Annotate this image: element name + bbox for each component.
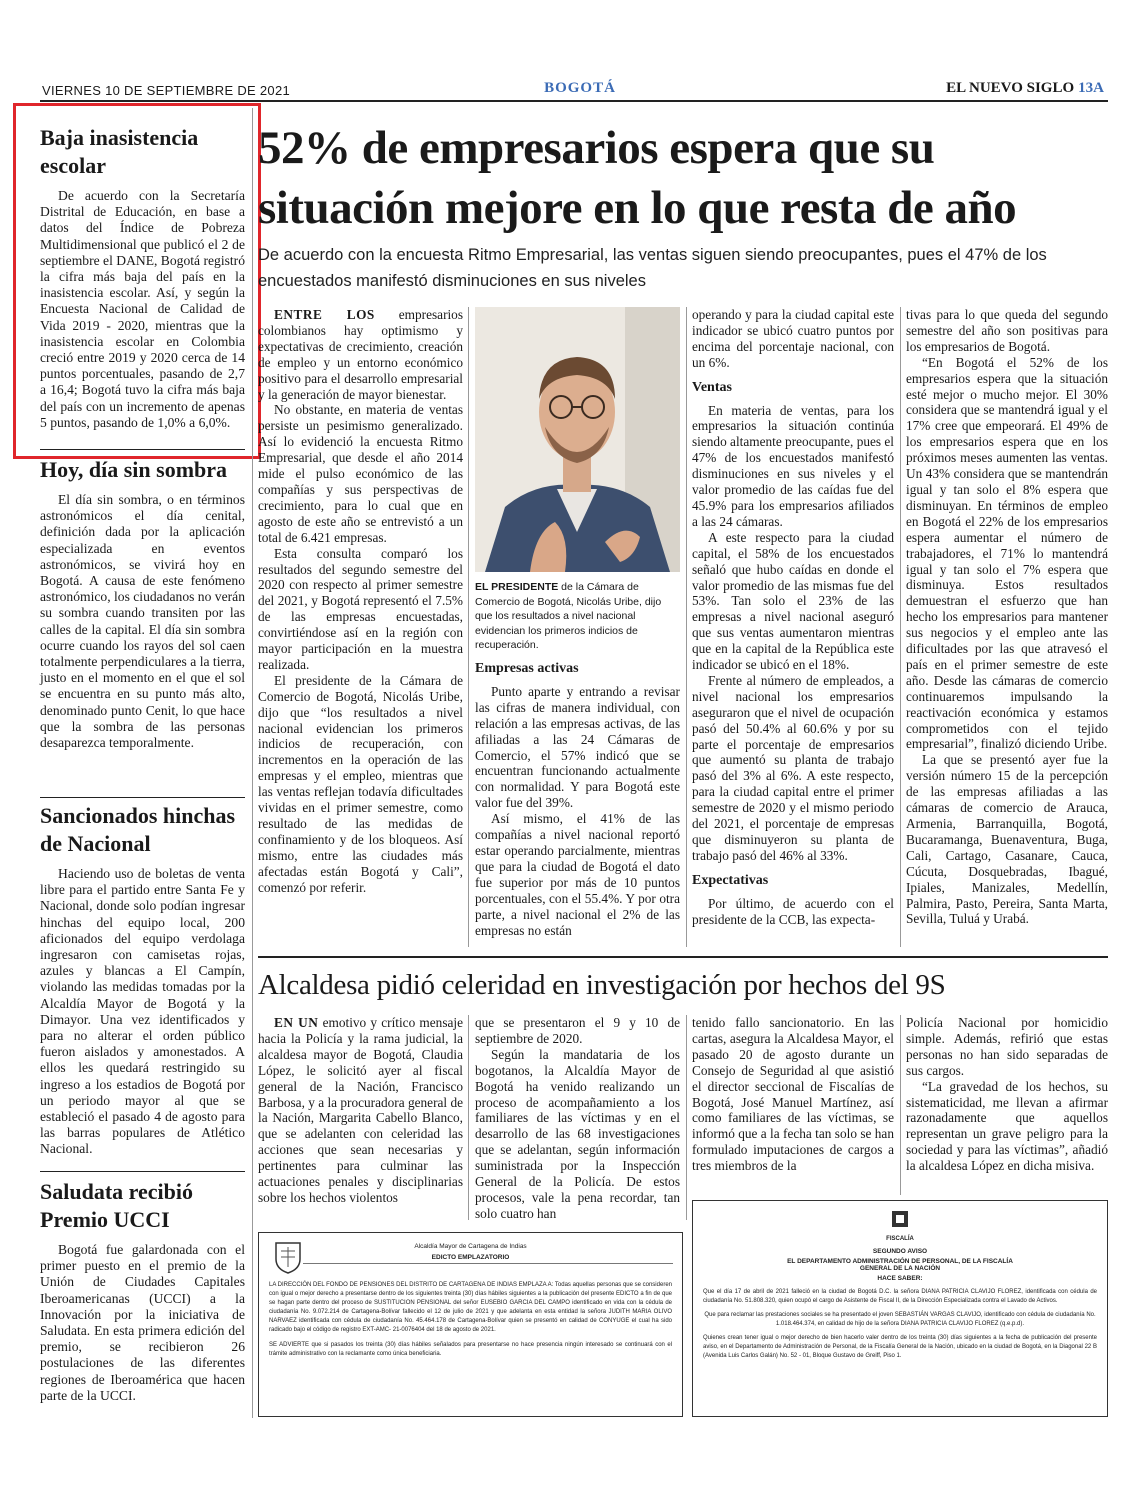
notice-kind: SEGUNDO AVISO (872, 1248, 928, 1255)
notice-title: EL DEPARTAMENTO ADMINISTRACIÓN DE PERSONAL, DE LA FISCALÍA GENERAL DE LA NACIÓN (787, 1258, 1013, 1272)
brief-divider (40, 797, 245, 798)
column-divider (468, 307, 469, 947)
brief-divider (40, 449, 245, 450)
caption-text: de la Cámara de Comercio de Bogotá, Nicolás Uribe, dijo que los resultados a nivel nacional evidencian los primeros indicios de recuperación. (475, 581, 662, 651)
portrait-photo (475, 307, 680, 572)
paragraph: emotivo y crítico mensaje hacia la Policía y la rama judicial, la alcaldesa mayor de Bogotá, Claudia López, le solicitó ayer al fiscal general de la Nación, Francisco Barbosa, y a la procuradora general de la Nación, Margarita Cabello Blanco, que se adelanten con celeridad las acciones que sean necesarias y pertinentes para culminar las actuaciones penales y disciplinarias sobre los hechos violentos (258, 1015, 463, 1205)
header-rule (40, 100, 1108, 102)
notice-title: EDICTO EMPLAZATORIO (431, 1254, 510, 1261)
paragraph: La que se presentó ayer fue la versión número 15 de la percepción de las empresas afiliadas a las cámaras de comercio de Arauca, Armenia, Barranquilla, Bogotá, Bucaramanga, Buenaventura, Buga, Cali, Cartago, Casanare, Cauca, Cúcuta, Dosquebradas, Ibagué, Ipiales, Manizales, Medellín, Palmira, Pasto, Pereira, Santa Marta, Sevilla, Tuluá y Urabá. (906, 752, 1108, 927)
notice-paragraph: Quienes crean tener igual o mejor derecho de bien hacerlo valer dentro de los treinta (30) días siguientes a la fecha de publicación del presente aviso, en el Departamento de Administración de Personal, de la Fiscalía General de la Nación, ubicado en la ciudad de Bogotá, en la Diagonal 22 B (Avenida Luis Carlos Galán) No. 52 - 01, Bloque Gustavo de Greiff, Piso 1. (703, 1335, 1097, 1359)
article-column-4 (906, 307, 1108, 927)
newspaper-name: EL NUEVO SIGLO (946, 80, 1075, 96)
paragraph: Frente al número de empleados, a nivel nacional los empresarios aseguraron que el nivel de ocupación pasó del 50.4% al 60.6% y por su parte el porcentaje de empresarios que aumentó su planta de trabajo pasó del 3% al 6%. A este respecto, para la ciudad capital entre el primer semestre de 2020 y el mismo periodo del 2021, el porcentaje de empresas que disminuyeron su planta de trabajo pasó del 46% al 33%. (692, 672, 894, 863)
article-divider (258, 956, 1108, 958)
subhead: Expectativas (692, 872, 769, 888)
page-number: 13A (1078, 80, 1104, 96)
paragraph: Por último, de acuerdo con el presidente de la CCB, las expecta- (692, 895, 894, 927)
column-divider (900, 307, 901, 947)
photo-caption (475, 580, 680, 653)
paragraph: operando y para la ciudad capital este indicador se ubicó cuatro puntos por encima del porcentaje nacional, con un 6%. (692, 307, 894, 370)
second-headline: Alcaldesa pidió celeridad en investigación por hechos del 9S (258, 969, 946, 1001)
brief-title: Sancionados hinchas de Nacional (40, 803, 236, 856)
coat-of-arms-icon (273, 1239, 303, 1275)
brief-fans (40, 802, 245, 1158)
brief-school (40, 124, 245, 431)
paragraph: Policía Nacional por homicidio simple. Además, refirió que estas personas no han sido separadas de sus cargos. (906, 1015, 1108, 1078)
notice-body: LA DIRECCIÓN DEL FONDO DE PENSIONES DEL DISTRITO DE CARTAGENA DE INDIAS EMPLAZA A: Todas aquellas personas que se consideren con igual o mejor derecho a presentarse dentro de los siguientes treinta (30) días hábiles siguientes a la publicación del presente EDICTO a fin de que se hagan parte dentro del proceso de SUSTITUCION PENSIONAL del señor EUSEBIO GARCIA DEL CAMPO identificado en vida con la cédula de ciudadanía No. 9.072.214 de Cartagena-Bolívar fallecido el 12 de julio de 2021 y que adelanta en esta entidad la señora JUDITH MARIA OLIVO NARVAEZ identificada con cédula de ciudadanía No. 45.464.178 de Cartagena-Bolívar quien se presentó en calidad de CONYUGE el cual ha sido radicado bajo el código de registro EXT-AMC- 21-0076404 del 18 de agosto de 2021. (269, 1282, 672, 1333)
paragraph: tivas para lo que queda del segundo semestre del año son positivas para los empresarios de Bogotá. (906, 307, 1108, 354)
article-column-3 (692, 307, 894, 928)
lead-caps: ENTRE LOS (274, 307, 375, 322)
column-divider (900, 1015, 901, 1195)
brief-title: Hoy, día sin sombra (40, 457, 228, 482)
paragraph: El presidente de la Cámara de Comercio de Bogotá, Nicolás Uribe, dijo que “los resultados a nivel nacional evidencian los primeros indicios de recuperación, con incrementos en la operación de las empresas y el empleo, mientras que las ventas reflejan todavía dificultades vividas en el primer semestre, como resultado de las medidas de confinamiento y de los bloqueos. Así mismo, entre las ciudades más afectadas están Bogotá y Cali”, comenzó por referir. (258, 672, 463, 895)
brief-body: De acuerdo con la Secretaría Distrital de Educación, en base a datos del Índice de Pobreza Multidimensional que publicó el 2 de septiembre el DANE, Bogotá registró la cifra más baja del país en la inasistencia escolar. Así, y según la Encuesta Nacional de Calidad de Vida 2019 - 2020, mientras que la inasistencia escolar en Colombia creció entre 2019 y 2020 cerca de 14 puntos porcentuales, pasando de 2,7 a 16,4; Bogotá tuvo la cifra más baja del país con un incremento de apenas 5 puntos, pasando de 1,0% a 6,0%. (40, 188, 245, 430)
paragraph: tenido fallo sancionatorio. En las cartas, asegura la Alcaldesa Mayor, el pasado 20 de agosto durante un Consejo de Seguridad al que asistió el director seccional de Fiscalías de Bogotá, José Manuel Martínez, así como familiares de las víctimas, se informó que a la fecha tan solo se han formulado imputaciones de cargos a tres miembros de la (692, 1015, 894, 1174)
subhead: Ventas (692, 379, 732, 395)
edition-date: VIERNES 10 DE SEPTIEMBRE DE 2021 (42, 83, 291, 98)
subhead: Empresas activas (475, 661, 579, 676)
paragraph: “La gravedad de los hechos, su sistematicidad, me llevan a afirmar razonadamente que aquellos representan un grave peligro para la sociedad y para las víctimas”, añadió la alcaldesa López en dicha misiva. (906, 1078, 1108, 1174)
second-column-4 (906, 1015, 1108, 1174)
brief-title: Baja inasistencia escolar (40, 125, 199, 178)
paragraph: Punto aparte y entrando a revisar las cifras de manera individual, con relación a las empresas activas, de las afiliadas a las 24 Cámaras de Comercio, el 57% indicó que se encuentran funcionando actualmente con normalidad. Y para Bogotá este valor fue del 39%. (475, 683, 680, 811)
brief-body: El día sin sombra, o en términos astronómicos el día cenital, definición dada por la aplicación especializada en eventos astronómicos, se vivirá hoy en Bogotá. A causa de este fenómeno astronómico, los ciudadanos no verán su sombra cuando transiten por las calles de la capital. El día sin sombra ocurre cuando los rayos del sol caen totalmente perpendiculares a la tierra, justo en el momento en el que el sol se encuentra en su punto más alto, denominado punto Cenit, lo que hace que la sombra de las personas desaparezca temporalmente. (40, 492, 245, 751)
paragraph: Esta consulta comparó los resultados del segundo semestre del 2020 con respecto al primer semestre del 2021, y Bogotá representó el 7.5% de las empresas encuestadas, convirtiéndose así en la región con mayor participación en la muestra realizada. (258, 545, 463, 672)
legal-notice-cartagena (258, 1232, 683, 1417)
portrait-figure (475, 307, 680, 572)
column-divider (468, 1015, 469, 1220)
logo-label: FISCALÍA (886, 1236, 914, 1242)
fiscalia-logo (703, 1209, 1097, 1242)
notice-rule (303, 1263, 673, 1264)
notice-org: Alcaldía Mayor de Cartagena de Indias (414, 1243, 527, 1250)
paragraph: A este respecto para la ciudad capital, el 58% de los encuestados señaló que hubo caídas en donde el valor promedio de las mismas fue del 53%. Tan solo el 23% de las empresas a nivel nacional aseguró que sus ventas aumentaron mientras que en la capital de la República este indicador se ubicó en el 18%. (692, 529, 894, 673)
fiscalia-emblem-icon (880, 1209, 920, 1233)
main-deck: De acuerdo con la encuesta Ritmo Empresarial, las ventas siguen siendo preocupantes, pues el 47% de los encuestados manifestó disminuciones en sus niveles (258, 246, 1047, 290)
notice-sub: HACE SABER: (877, 1275, 923, 1282)
paragraph: “En Bogotá el 52% de los empresarios espera que la situación esté mejor o mucho mejor. El 30% considera que se mantendrá igual y el 17% cree que empeorará. El 49% de los empresarios espera que en los próximos meses aumenten las ventas. Un 43% considera que se mantendrán igual y tan solo el 8% espera que disminuyan. En términos de empleo en Bogotá el 22% de los empresarios espera aumentar el número de trabajadores, el 71% lo mantendrá igual y tan solo el 7% espera que disminuya. Estos resultados demuestran el esfuerzo que han hecho los empresarios para mantener sus negocios y el empleo ante las dificultades por las que atravesó el país en el primer semestre de este año. Desde las cámaras de comercio continuaremos impulsando la reactivación económica y estamos comprometidos con el tejido empresarial”, finalizó diciendo Uribe. (906, 354, 1108, 752)
paragraph: que se presentaron el 9 y 10 de septiembre de 2020. (475, 1015, 680, 1046)
brief-body: Haciendo uso de boletas de venta libre para el partido entre Santa Fe y Nacional, donde solo podían ingresar hinchas del equipo local, 200 aficionados del equipo verdolaga ingresaron con camisetas rojas, azules y blancas a El Campín, violando las medidas tomadas por la Alcaldía Mayor de Bogotá y la Dimayor. Una vez identificados y para no alterar el orden público fueron aislados y amonestados. A ellos les quedará restringido su ingreso a los estadios de Bogotá por un periodo mayor al que se estableció el pasado 4 de agosto para las barras populares de Atlético Nacional. (40, 866, 245, 1157)
article-column-1 (258, 307, 463, 896)
paragraph: Según la mandataria de los bogotanos, la Alcaldía Mayor de Bogotá ha venido realizando un proceso de acompañamiento a los familiares de las víctimas y en el desarrollo de las 68 investigaciones que se adelantan, según información suministrada por la Inspección General de la Policía. De estos procesos, vale la pena recordar, tan solo cuatro han (475, 1046, 680, 1221)
notice-footer: SE ADVIERTE que si pasados los treinta (30) días hábiles señalados para presentarse no hace presencia ningún interesado se continuará con el trámite administrativo con la reclamante como única beneficiaria. (269, 1342, 672, 1357)
paragraph: empresarios colombianos hay optimismo y expectativas de crecimiento, creación de empleo y un entorno económico positivo para el desarrollo empresarial y la generación de mayor bienestar. (258, 307, 464, 402)
second-column-1 (258, 1015, 463, 1206)
main-headline: 52% de empresarios espera que su situación mejore en lo que resta de año (258, 122, 1017, 234)
second-column-2 (475, 1015, 680, 1222)
caption-lead: EL PRESIDENTE (475, 581, 559, 593)
column-divider (686, 307, 687, 947)
notice-paragraph: Que para reclamar las prestaciones sociales se ha presentado el joven SEBASTIÁN VARGAS CLAVIJO, identificado con cédula de ciudadanía No. 1.018.464.374, en calidad de hijo de la señora DIANA PATRICIA CLAVIJO FLOREZ (q.e.p.d). (704, 1312, 1096, 1327)
masthead (946, 80, 1104, 97)
paragraph: No obstante, en materia de ventas persiste un pesimismo generalizado. Así lo evidenció la encuesta Ritmo Empresarial, que desde el año 2014 mide el pulso económico de las compañías y sus perspectivas de crecimiento, para lo cual que en agosto de este año se entrevistó a un total de 6.421 empresas. (258, 402, 463, 545)
legal-notice-fiscalia (692, 1200, 1108, 1417)
paragraph: En materia de ventas, para los empresarios la situación continúa siendo altamente preocupante, pues el 47% de los encuestados manifestó disminuciones en sus niveles y el valor promedio de las caídas fue del 45.9% para los empresarios afiliados a las 24 cámaras. (692, 402, 894, 529)
brief-shadow (40, 456, 245, 751)
sidebar-divider (252, 108, 253, 1418)
column-divider (686, 1015, 687, 1220)
notice-paragraph: Que el día 17 de abril de 2021 falleció en la ciudad de Bogotá D.C. la señora DIANA PATRICIA CLAVIJO FLOREZ, identificada con cédula de ciudadanía No. 51.808.320, quien ocupó el cargo de Asistente de Fiscal II, de la Dirección Especializada contra el Lavado de Activos. (703, 1289, 1097, 1304)
brief-title: Saludata recibió Premio UCCI (40, 1179, 194, 1232)
second-column-3 (692, 1015, 894, 1174)
section-name: BOGOTÁ (544, 80, 616, 96)
article-column-2 (475, 661, 680, 938)
brief-divider (40, 1171, 245, 1172)
brief-award (40, 1178, 245, 1404)
paragraph: Así mismo, el 41% de las compañías a nivel nacional reportó estar operando parcialmente, mientras que para la ciudad de Bogotá el dato fue superior por más de 10 puntos porcentuales, con el 55.4%. Y por otra parte, a nivel nacional el 2% de las empresas no están (475, 811, 680, 938)
brief-body: Bogotá fue galardonada con el primer puesto en el premio de la Unión de Ciudades Capitales Iberoamericanas (UCCI) a la Innovación por la iniciativa de Saludata. En esta primera edición del premio, se recibieron 26 postulaciones de las diferentes regiones de Iberoamérica que hacen parte de la UCCI. (40, 1242, 245, 1403)
lead-caps: EN UN (274, 1015, 319, 1030)
